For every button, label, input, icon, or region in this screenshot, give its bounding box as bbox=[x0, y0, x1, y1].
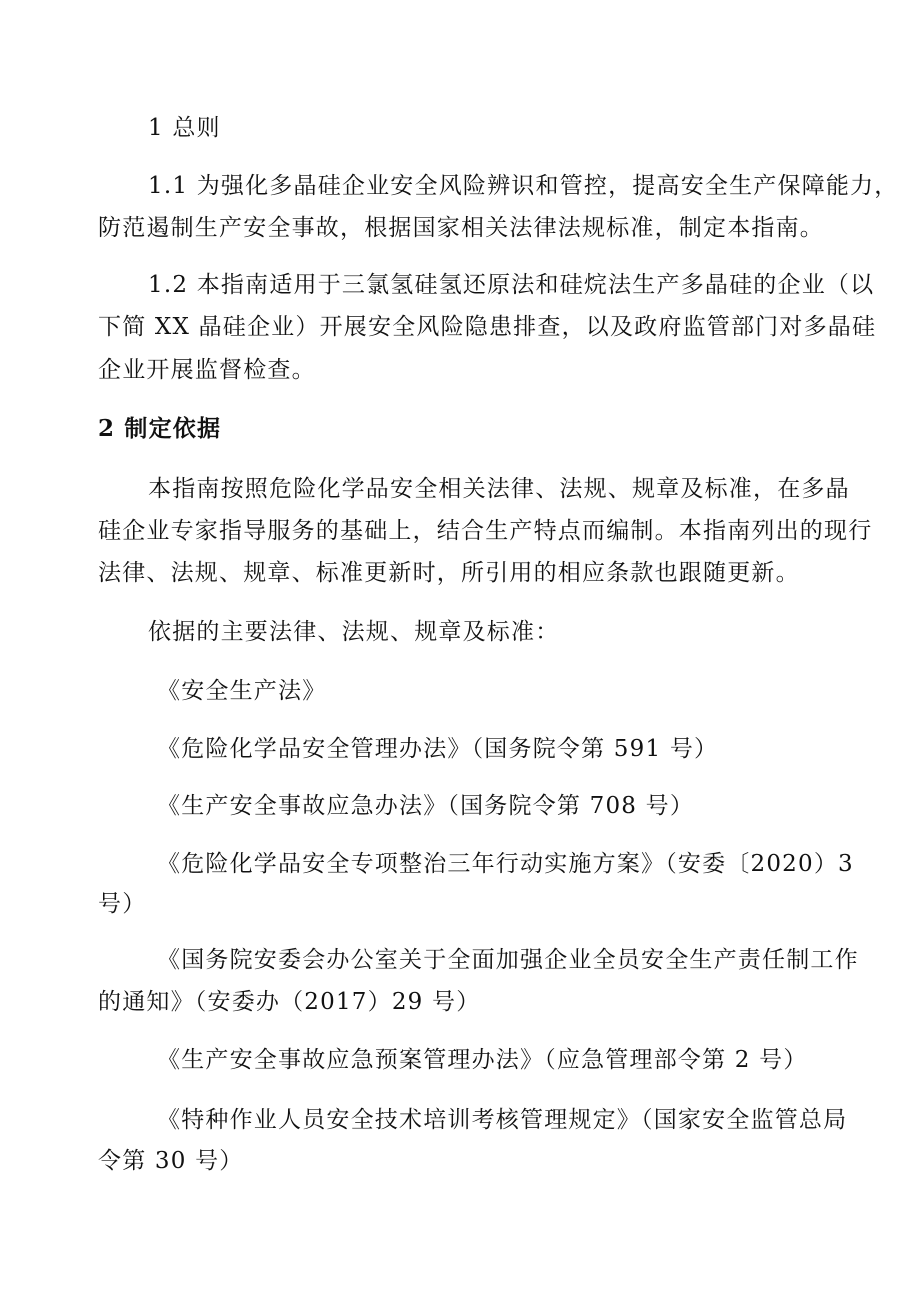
reference-item: 《特种作业人员安全技术培训考核管理规定》（国家安全监管总局 bbox=[157, 1107, 848, 1133]
paragraph-1-2-line-1: 1.2 本指南适用于三氯氢硅氢还原法和硅烷法生产多晶硅的企业（以 bbox=[148, 272, 875, 298]
paragraph-2-line-1: 本指南按照危险化学品安全相关法律、法规、规章及标准，在多晶 bbox=[148, 476, 850, 502]
reference-item: 《生产安全事故应急预案管理办法》（应急管理部令第 2 号） bbox=[157, 1047, 808, 1073]
paragraph-2-line-3: 法律、法规、规章、标准更新时，所引用的相应条款也跟随更新。 bbox=[98, 560, 800, 586]
paragraph-1-1-line-2: 防范遏制生产安全事故，根据国家相关法律法规标准，制定本指南。 bbox=[98, 215, 824, 241]
reference-item: 《国务院安委会办公室关于全面加强企业全员安全生产责任制工作 bbox=[157, 947, 859, 973]
reference-item-continuation: 的通知》（安委办（2017）29 号） bbox=[98, 989, 481, 1015]
section-1-heading: 1 总则 bbox=[148, 115, 221, 141]
reference-item-continuation: 令第 30 号） bbox=[98, 1148, 244, 1174]
paragraph-1-1-line-1: 1.1 为强化多晶硅企业安全风险辨识和管控，提高安全生产保障能力， bbox=[148, 173, 899, 199]
paragraph-2-line-2: 硅企业专家指导服务的基础上，结合生产特点而编制。本指南列出的现行 bbox=[98, 518, 873, 544]
paragraph-1-2-line-3: 企业开展监督检查。 bbox=[98, 357, 316, 383]
section-2-heading: 2 制定依据 bbox=[98, 415, 222, 442]
reference-item: 《危险化学品安全管理办法》（国务院令第 591 号） bbox=[157, 736, 719, 762]
reference-item: 《生产安全事故应急办法》（国务院令第 708 号） bbox=[157, 793, 695, 819]
paragraph-1-2-line-2: 下简 XX 晶硅企业）开展安全风险隐患排查，以及政府监管部门对多晶硅 bbox=[98, 314, 877, 340]
reference-item: 《危险化学品安全专项整治三年行动实施方案》（安委〔2020）3 bbox=[157, 851, 854, 877]
reference-item: 《安全生产法》 bbox=[157, 678, 327, 704]
reference-item-continuation: 号） bbox=[98, 891, 147, 917]
references-intro: 依据的主要法律、法规、规章及标准： bbox=[148, 619, 560, 645]
